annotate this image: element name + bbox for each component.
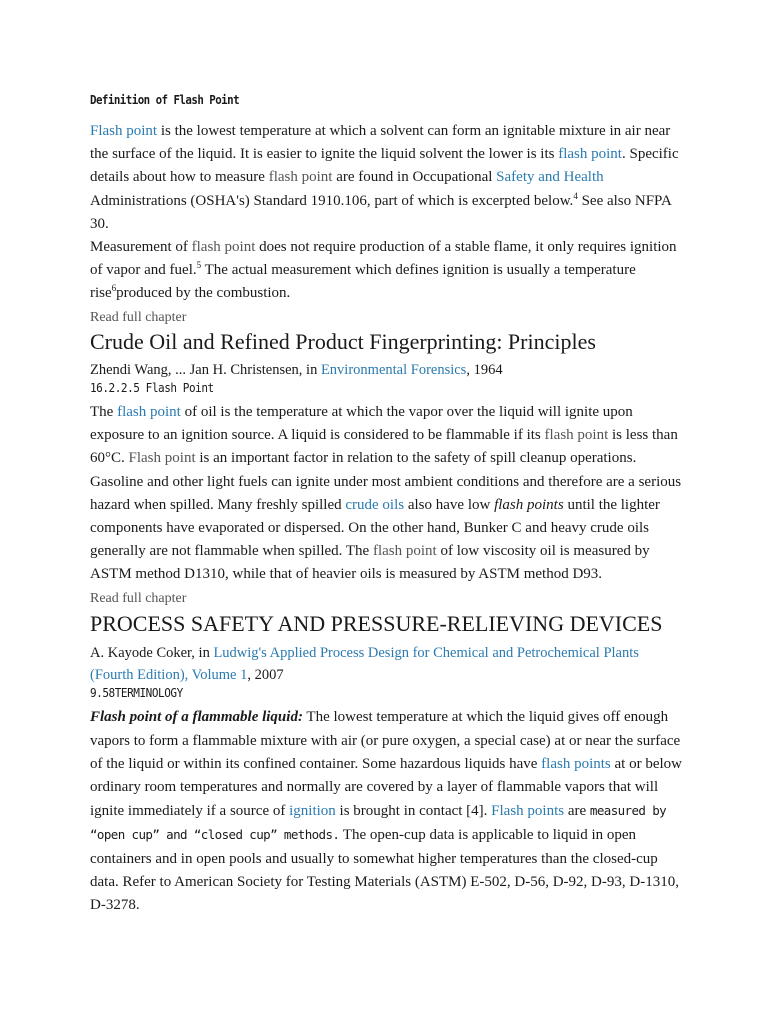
term-label: Flash point of a flammable liquid: [90, 709, 303, 726]
book-link[interactable]: Ludwig's Applied Process Design for Chemical and Petrochemical Plants (Fourth Edition), Volume 1 [90, 644, 639, 684]
link-flash-point[interactable]: flash point [558, 146, 622, 163]
link-crude-oils[interactable]: crude oils [345, 496, 405, 513]
chapter-title[interactable]: Crude Oil and Refined Product Fingerprinting: Principles [90, 328, 596, 354]
read-full-chapter-link[interactable]: Read full chapter [90, 590, 187, 606]
crude-oil-paragraph: The flash point of oil is the temperature at which the vapor over the liquid will ignite upon exposure to an ignition source. A liquid is considered to be flammable if its flash point is less than 60°C. Flash point is an important factor in relation to the safety of spill cleanup operations. Gasoline and other light fuels can ignite under most ambient conditions and therefore are a serious hazard when spilled. Many freshly spilled crude oils also have low flash points until the lighter components have evaporated or dispersed. On the other hand, Bunker C and heavy crude oils generally are not flammable when spilled. The flash point of low viscosity oil is measured by ASTM method D1310, while that of heavier oils is measured by ASTM method D93. [90, 404, 682, 583]
link-flash-point[interactable]: Flash point [90, 123, 158, 139]
link-flash-point[interactable]: flash point [372, 543, 437, 560]
measured-methods-text: measured by “open cup” and “closed cup” methods. [90, 803, 667, 843]
book-link[interactable]: Environmental Forensics [320, 361, 467, 378]
link-flash-points[interactable]: flash points [541, 755, 611, 772]
chapter-byline: A. Kayode Coker, in Ludwig's Applied Process Design for Chemical and Petrochemical Plants (Fourth Edition), Volume 1, 2007 [90, 644, 639, 684]
link-flash-points[interactable]: Flash points [491, 803, 565, 820]
section-heading: 9.58TERMINOLOGY [90, 686, 183, 701]
footnote-ref[interactable]: 6 [111, 283, 117, 294]
crude-oil-block [90, 329, 686, 610]
chapter-byline: Zhendi Wang, ... Jan H. Christensen, in Environmental Forensics, 1964 [90, 361, 503, 378]
link-ignition[interactable]: ignition [289, 803, 336, 820]
article-page [90, 88, 686, 917]
emphasis-flash-points: flash points [494, 496, 564, 513]
footnote-ref[interactable]: 4 [573, 190, 578, 201]
chapter-title[interactable]: PROCESS SAFETY AND PRESSURE-RELIEVING DEVICES [90, 610, 663, 636]
link-flash-point[interactable]: flash point [117, 404, 181, 421]
link-safety-and-health[interactable]: Safety and Health [496, 169, 604, 186]
section-heading: 16.2.2.5 Flash Point [90, 381, 214, 396]
terminology-paragraph: Flash point of a flammable liquid: The lowest temperature at which the liquid gives off enough vapors to form a flammable mixture with air (or pure oxygen, a special case) at or near the surface of the liquid or within its confined container. Some hazardous liquids have flash points at or below ordinary room temperatures and normally are covered by a layer of flammable vapors that will ignite immediately if a source of ignition is brought in contact [4]. Flash points are measured by “open cup” and “closed cup” methods. The open-cup data is applicable to liquid in open containers and in open pools and usually to somewhat higher temperatures than the closed-cup data. Refer to American Society for Testing Materials (ASTM) E-502, D-56, D-92, D-93, D-1310, D-3278. [90, 709, 682, 914]
definition-paragraph-2: Measurement of flash point does not require production of a stable flame, it only requires ignition of vapor and fuel.$^5$ The actual measurement which defines ignition is usually a temperature rise$^6$produced by the combustion. [90, 239, 677, 302]
footnote-ref[interactable]: 5 [196, 260, 202, 271]
definition-block [90, 88, 686, 329]
link-flash-point[interactable]: flash point [268, 169, 333, 186]
link-flash-point[interactable]: Flash point [128, 450, 196, 467]
definition-paragraph-1: Flash point is the lowest temperature at which a solvent can form an ignitable mixture in air near the surface of the liquid. It is easier to ignite the liquid solvent the lower is its flash point. Specific details about how to measure flash point are found in Occupational Safety and Health Administrations (OSHA's) Standard 1910.106, part of which is excerpted below.$^4$ See also NFPA 30. [90, 123, 679, 232]
link-flash-point[interactable]: flash point [191, 239, 256, 256]
definition-heading: Definition of Flash Point [90, 93, 240, 107]
link-flash-point[interactable]: flash point [544, 427, 609, 444]
read-full-chapter-link[interactable]: Read full chapter [90, 309, 187, 325]
process-safety-block [90, 610, 686, 918]
